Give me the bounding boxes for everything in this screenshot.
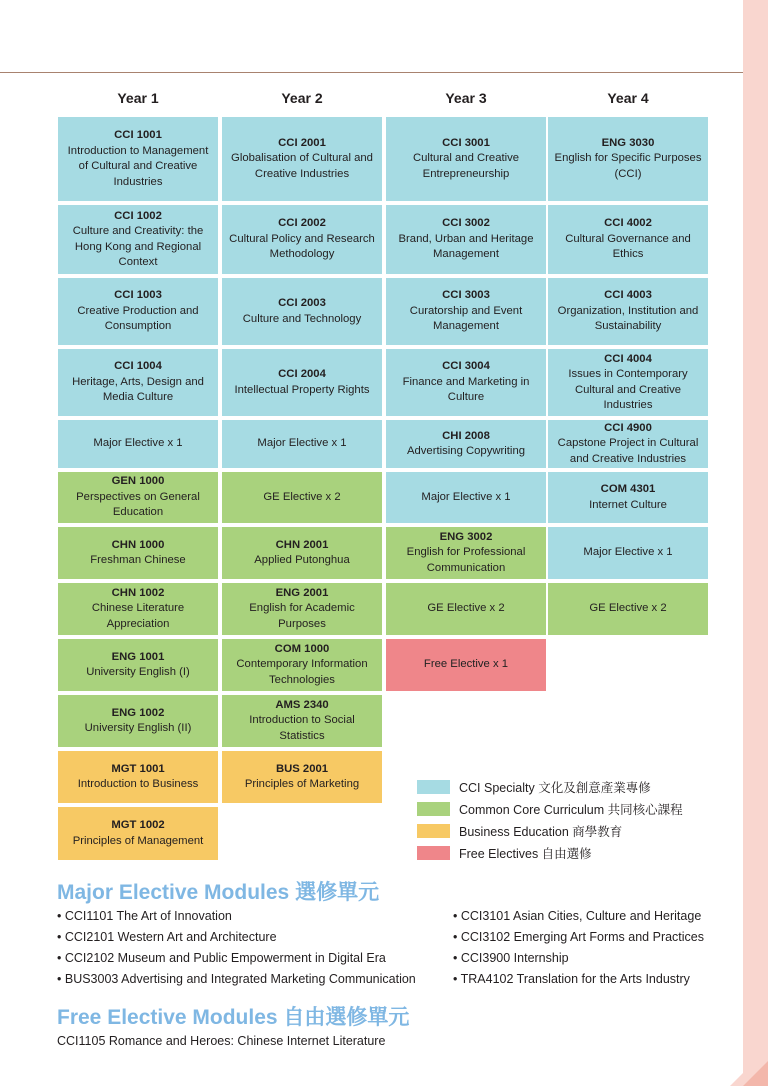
module-cell	[386, 117, 546, 201]
module-cell	[386, 472, 546, 523]
legend-label: Common Core Curriculum 共同核心課程	[459, 803, 683, 817]
module-title: Culture and Technology	[242, 312, 362, 325]
module-title: Major Elective x 1	[93, 437, 183, 450]
module-title: Curatorship and Event Management	[409, 304, 523, 333]
module-code: CHN 1000	[111, 538, 165, 551]
module-code: GEN 1000	[111, 475, 165, 488]
elective-item: • CCI3101 Asian Cities, Culture and Heritage	[453, 909, 702, 923]
elective-item: • TRA4102 Translation for the Arts Industry	[453, 972, 690, 986]
module-title: Creative Production and Consumption	[77, 304, 199, 333]
module-code: CCI 2001	[278, 136, 326, 149]
module-title: Perspectives on General Education	[76, 490, 200, 519]
module-code: CCI 4900	[604, 421, 652, 434]
legend-swatch	[417, 846, 450, 860]
module-code: CCI 3003	[442, 289, 490, 302]
module-title: Chinese Literature Appreciation	[91, 602, 185, 630]
legend-label: Business Education 商學教育	[459, 825, 623, 839]
module-title: English for Academic Purposes	[249, 602, 355, 630]
module-cell	[58, 751, 218, 803]
elective-item: • CCI2101 Western Art and Architecture	[57, 930, 277, 944]
module-code: CCI 1004	[114, 360, 162, 373]
elective-item: • CCI2102 Museum and Public Empowerment in Digital Era	[57, 951, 386, 965]
module-cell	[58, 472, 218, 523]
module-code: ENG 2001	[275, 586, 329, 599]
legend-item	[417, 844, 717, 862]
module-cell	[548, 527, 708, 579]
free-elective-item: CCI1105 Romance and Heroes: Chinese Internet Literature	[57, 1034, 386, 1048]
elective-text: CCI2102 Museum and Public Empowerment in Digital Era	[64, 951, 386, 965]
module-code: CCI 3004	[442, 360, 490, 373]
module-title: Major Elective x 1	[421, 490, 511, 503]
elective-text: TRA4102 Translation for the Arts Industry	[460, 972, 690, 986]
module-title: Finance and Marketing in Culture	[402, 375, 530, 404]
elective-text: CCI2101 Western Art and Architecture	[64, 930, 277, 944]
module-code: CCI 1001	[114, 129, 162, 141]
module-title: Issues in Contemporary Cultural and Creative Industries	[568, 368, 688, 411]
elective-text: CCI3101 Asian Cities, Culture and Heritage	[460, 909, 702, 923]
module-title: Free Elective x 1	[423, 658, 509, 671]
module-cell	[222, 472, 382, 523]
module-cell	[548, 472, 708, 523]
module-title: Cultural and Creative Entrepreneurship	[412, 152, 520, 180]
module-cell	[386, 639, 546, 691]
module-cell	[222, 349, 382, 416]
major-elective-title: Major Elective Modules 選修單元	[57, 881, 380, 904]
legend-swatch	[417, 780, 450, 794]
module-cell	[58, 205, 218, 274]
module-cell	[548, 583, 708, 635]
module-title: Contemporary Information Technologies	[236, 658, 368, 686]
module-title: Cultural Policy and Research Methodology	[229, 232, 375, 261]
module-title: Organization, Institution and Sustainability	[557, 304, 699, 333]
legend-label: Free Electives 自由選修	[459, 847, 592, 861]
module-title: GE Elective x 2	[263, 490, 341, 503]
module-code: CCI 4004	[604, 352, 652, 365]
module-cell	[222, 695, 382, 747]
year-1-header: Year 1	[117, 90, 159, 106]
module-title: Major Elective x 1	[583, 546, 673, 559]
elective-text: BUS3003 Advertising and Integrated Marketing Communication	[64, 972, 416, 986]
legend-item	[417, 800, 717, 818]
module-code: CCI 2004	[278, 368, 326, 380]
module-cell	[222, 420, 382, 468]
module-title: Culture and Creativity: the Hong Kong and Regional Context	[72, 225, 204, 268]
module-code: CCI 3001	[442, 136, 490, 149]
module-cell	[386, 349, 546, 416]
module-title: English for Professional Communication	[406, 546, 526, 574]
module-cell	[548, 205, 708, 274]
module-cell	[58, 695, 218, 747]
module-title: Freshman Chinese	[90, 554, 186, 566]
module-title: Major Elective x 1	[257, 437, 347, 450]
module-cell	[58, 349, 218, 416]
elective-text: CCI3900 Internship	[460, 951, 569, 965]
module-cell	[222, 117, 382, 201]
module-cell	[58, 583, 218, 635]
module-title: GE Elective x 2	[589, 602, 667, 615]
legend-label: CCI Specialty 文化及創意產業專修	[459, 781, 651, 795]
legend-item	[417, 778, 717, 796]
module-title: Applied Putonghua	[254, 554, 350, 566]
elective-item: • CCI3900 Internship	[453, 951, 569, 965]
module-code: ENG 3030	[601, 136, 655, 149]
page-corner-fold-inner	[743, 1061, 768, 1086]
module-code: CCI 4003	[604, 289, 652, 302]
module-cell	[222, 639, 382, 691]
module-title: Introduction to Management of Cultural and Creative Industries	[67, 144, 209, 188]
module-title: English for Specific Purposes (CCI)	[554, 152, 702, 180]
module-cell	[58, 278, 218, 345]
module-title: Brand, Urban and Heritage Management	[398, 232, 534, 261]
module-title: Globalisation of Cultural and Creative Industries	[231, 152, 373, 180]
module-cell	[58, 527, 218, 579]
elective-item: • CCI3102 Emerging Art Forms and Practices	[453, 930, 705, 944]
legend-swatch	[417, 802, 450, 816]
elective-text: CCI3102 Emerging Art Forms and Practices	[460, 930, 705, 944]
module-cell	[386, 278, 546, 345]
module-cell	[548, 420, 708, 468]
legend-swatch	[417, 824, 450, 838]
module-code: CCI 1003	[114, 289, 162, 302]
module-title: Principles of Management	[72, 834, 204, 847]
year-3-header: Year 3	[445, 90, 487, 106]
top-divider	[0, 72, 743, 73]
module-title: Intellectual Property Rights	[234, 383, 370, 396]
module-title: University English (II)	[84, 722, 192, 734]
module-code: ENG 1001	[111, 650, 165, 663]
decorative-side-bar	[743, 0, 768, 1086]
module-cell	[58, 117, 218, 201]
module-cell	[222, 583, 382, 635]
module-cell	[386, 527, 546, 579]
module-title: GE Elective x 2	[427, 602, 505, 615]
module-code: AMS 2340	[275, 698, 329, 711]
module-cell	[222, 205, 382, 274]
module-cell	[222, 278, 382, 345]
module-code: CCI 2003	[278, 297, 326, 309]
year-2-header: Year 2	[281, 90, 323, 106]
elective-item: • BUS3003 Advertising and Integrated Marketing Communication	[57, 972, 416, 986]
free-elective-title: Free Elective Modules 自由選修單元	[57, 1006, 410, 1029]
module-title: Cultural Governance and Ethics	[565, 232, 691, 261]
module-cell	[58, 420, 218, 468]
module-code: CCI 4002	[604, 217, 652, 230]
module-title: Introduction to Business	[77, 778, 199, 790]
year-4-header: Year 4	[607, 90, 649, 106]
module-title: Capstone Project in Cultural and Creative Industries	[557, 437, 699, 465]
elective-item: • CCI1101 The Art of Innovation	[57, 909, 232, 923]
module-title: Heritage, Arts, Design and Media Culture	[72, 375, 204, 404]
module-cell	[386, 583, 546, 635]
module-cell	[58, 807, 218, 860]
module-code: CHN 2001	[275, 538, 329, 551]
module-code: CCI 3002	[442, 217, 490, 230]
module-cell	[386, 420, 546, 468]
module-code: CCI 2002	[278, 217, 326, 230]
module-code: ENG 3002	[439, 530, 493, 543]
module-code: MGT 1001	[111, 762, 165, 775]
module-code: CHN 1002	[111, 586, 165, 599]
module-code: CHI 2008	[442, 429, 490, 442]
module-code: COM 4301	[600, 483, 656, 495]
module-cell	[222, 527, 382, 579]
module-title: Introduction to Social Statistics	[249, 714, 355, 742]
module-cell	[58, 639, 218, 691]
module-cell	[548, 349, 708, 416]
module-code: MGT 1002	[111, 819, 165, 831]
module-cell	[386, 205, 546, 274]
module-code: ENG 1002	[111, 706, 165, 719]
module-cell	[222, 751, 382, 803]
module-title: Advertising Copywriting	[406, 445, 526, 457]
module-title: University English (I)	[86, 666, 190, 678]
elective-text: CCI1101 The Art of Innovation	[64, 909, 232, 923]
module-cell	[548, 278, 708, 345]
module-code: BUS 2001	[275, 762, 329, 775]
module-title: Internet Culture	[589, 498, 667, 511]
module-code: COM 1000	[274, 642, 330, 655]
module-code: CCI 1002	[114, 209, 162, 222]
legend-item	[417, 822, 717, 840]
module-cell	[548, 117, 708, 201]
module-title: Principles of Marketing	[244, 778, 360, 790]
